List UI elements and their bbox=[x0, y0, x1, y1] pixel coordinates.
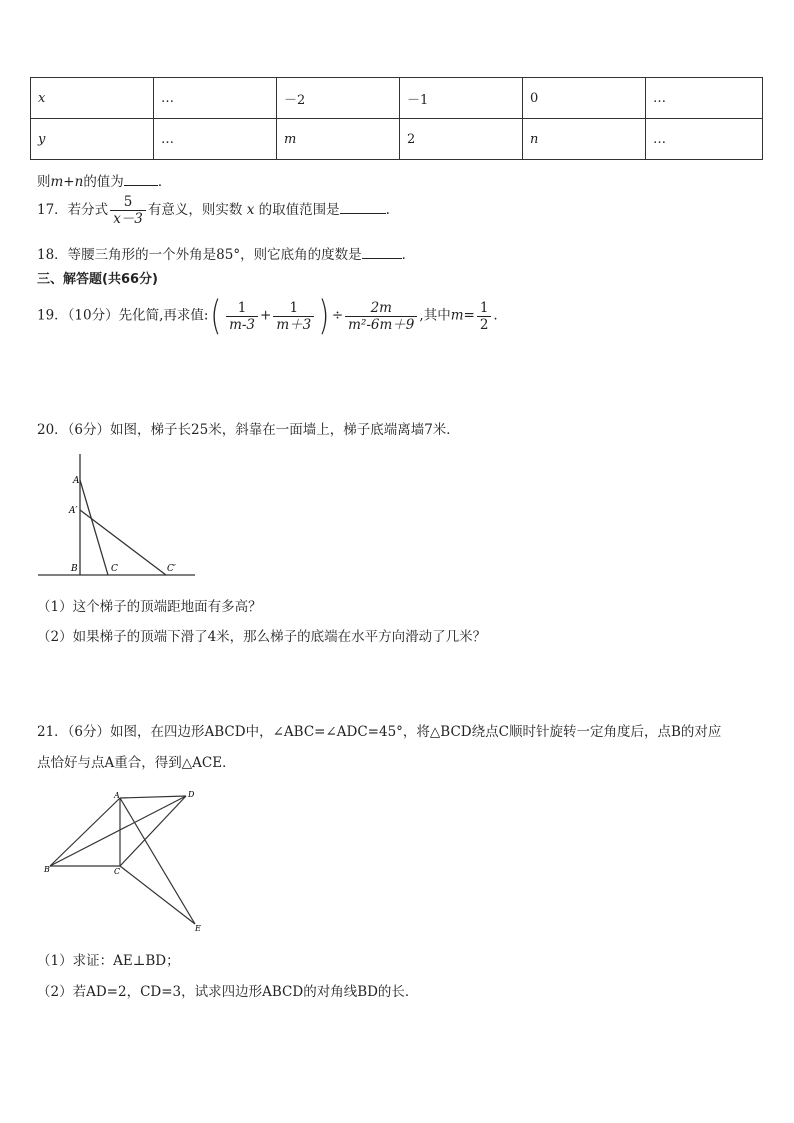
fraction bbox=[345, 300, 417, 333]
answer-blank[interactable] bbox=[124, 173, 158, 186]
numerator: 1 bbox=[226, 300, 258, 317]
question-text: 17．若分式 bbox=[37, 202, 109, 218]
question-21-part-2: （2）若AD=2，CD=3，试求四边形ABCD的对角线BD的长． bbox=[37, 984, 419, 1000]
numerator: 1 bbox=[477, 300, 492, 317]
table-cell: －2 bbox=[277, 78, 400, 119]
table-cell: … bbox=[154, 78, 277, 119]
table-row bbox=[31, 119, 763, 160]
answer-blank[interactable] bbox=[362, 246, 402, 259]
label-B: B bbox=[44, 865, 50, 874]
fraction bbox=[110, 194, 146, 227]
section-title: 三、解答题(共66分) bbox=[37, 272, 158, 287]
question-20-part-1: （1）这个梯子的顶端距地面有多高？ bbox=[37, 599, 262, 615]
fraction bbox=[273, 300, 314, 333]
xy-value-table bbox=[30, 77, 763, 160]
numerator: 2m bbox=[345, 300, 417, 317]
table-cell: 2 bbox=[400, 119, 523, 160]
text: ． bbox=[401, 247, 416, 263]
question-text: 19．（10分）先化简,再求值: bbox=[37, 307, 209, 324]
label-B: B bbox=[71, 564, 78, 574]
table-cell: －1 bbox=[400, 78, 523, 119]
question-19 bbox=[37, 293, 498, 339]
text: 的值为 bbox=[83, 174, 124, 190]
table-cell: m bbox=[277, 119, 400, 160]
table-row bbox=[31, 78, 763, 119]
label-A-prime: A′ bbox=[69, 506, 78, 516]
question-21-line-1: 21．（6分）如图，在四边形ABCD中，∠ABC=∠ADC=45°，将△BCD绕点C顺时针旋转一定角度后，点B的对应 bbox=[37, 724, 722, 740]
question-21-line-2: 点恰好与点A重合，得到△ACE． bbox=[37, 755, 236, 771]
table-cell: n bbox=[523, 119, 646, 160]
question-17 bbox=[37, 194, 390, 227]
answer-blank[interactable] bbox=[340, 201, 386, 214]
question-18 bbox=[37, 243, 415, 263]
table-cell: … bbox=[646, 119, 763, 160]
question-20-part-2: （2）如果梯子的顶端下滑了4米，那么梯子的底端在水平方向滑动了几米？ bbox=[37, 629, 487, 645]
question-text: 有意义，则实数 bbox=[147, 202, 243, 218]
denominator: m-3 bbox=[229, 316, 256, 333]
question-21-part-1: （1）求证：AE⊥BD； bbox=[37, 953, 180, 969]
numerator: 1 bbox=[273, 300, 314, 317]
label-E: E bbox=[195, 924, 201, 933]
fraction bbox=[477, 300, 492, 333]
right-paren: ) bbox=[318, 293, 330, 339]
variable: x bbox=[246, 202, 255, 218]
q16-answer-line bbox=[37, 170, 171, 190]
text: 则 bbox=[37, 174, 51, 190]
operator: ÷ bbox=[331, 307, 344, 324]
text: . bbox=[385, 202, 390, 218]
table-cell: … bbox=[154, 119, 277, 160]
table-cell: 0 bbox=[523, 78, 646, 119]
table-cell: y bbox=[31, 119, 154, 160]
text: ． bbox=[157, 174, 172, 190]
question-text: ,其中 bbox=[419, 307, 451, 324]
question-text: 的取值范围是 bbox=[258, 202, 340, 218]
label-A: A bbox=[73, 476, 80, 486]
denominator: m²-6m＋9 bbox=[348, 316, 415, 333]
operator: + bbox=[260, 307, 272, 324]
table-cell: … bbox=[646, 78, 763, 119]
left-paren: ( bbox=[210, 293, 222, 339]
label-C-prime: C′ bbox=[167, 564, 176, 574]
label-C: C bbox=[114, 867, 121, 876]
denominator: x－3 bbox=[113, 211, 143, 227]
denominator: m＋3 bbox=[276, 316, 312, 333]
expression: m= bbox=[450, 307, 475, 324]
quadrilateral-diagram bbox=[38, 788, 208, 934]
numerator: 5 bbox=[110, 194, 146, 211]
label-A: A bbox=[114, 791, 120, 800]
table-cell: x bbox=[31, 78, 154, 119]
question-20: 20．（6分）如图，梯子长25米，斜靠在一面墙上，梯子底端离墙7米． bbox=[37, 422, 460, 438]
text: . bbox=[493, 307, 498, 324]
label-C: C bbox=[111, 564, 118, 574]
question-text: 18．等腰三角形的一个外角是85°，则它底角的度数是 bbox=[37, 247, 362, 263]
denominator: 2 bbox=[479, 316, 489, 333]
fraction bbox=[226, 300, 258, 333]
label-D: D bbox=[188, 790, 195, 799]
expression: m+n bbox=[50, 174, 84, 190]
ladder-diagram bbox=[30, 448, 200, 580]
